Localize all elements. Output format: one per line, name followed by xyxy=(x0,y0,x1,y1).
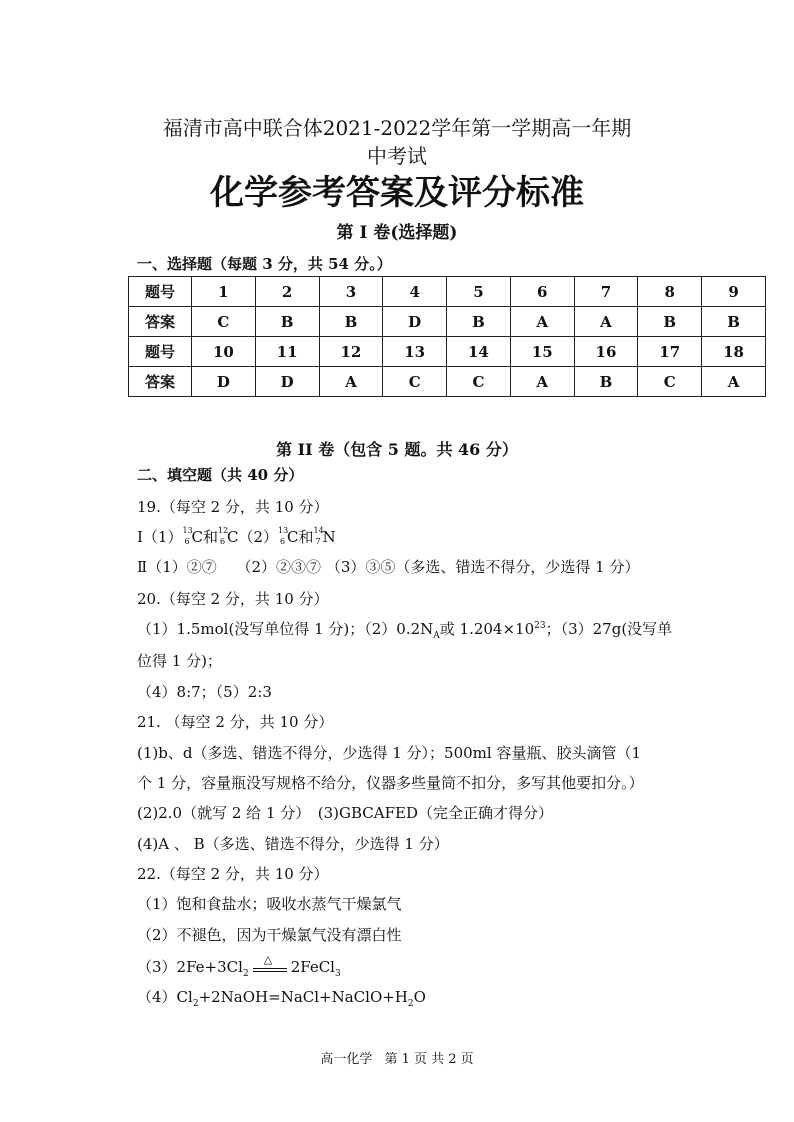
q20-line2: 位得 1 分)； xyxy=(137,652,222,670)
row-label-cell: 题号 xyxy=(129,277,192,307)
table-cell: 4 xyxy=(383,277,447,307)
table-cell: B xyxy=(702,307,766,337)
table-row xyxy=(129,367,766,397)
isotope-c12: 12 6 xyxy=(217,526,229,546)
table-cell: 1 xyxy=(192,277,256,307)
choice-part-title: 一、选择题（每题 3 分，共 54 分。） xyxy=(137,255,392,273)
fill-part-title: 二、填空题（共 40 分） xyxy=(137,466,304,484)
q22-line1: （1）饱和食盐水；吸收水蒸气干燥氯气 xyxy=(137,895,402,913)
table-cell: B xyxy=(255,307,319,337)
q21-line2: 个 1 分，容量瓶没写规格不给分，仪器多些量筒不扣分，多写其他要扣分。） xyxy=(137,774,644,792)
table-cell: B xyxy=(319,307,383,337)
table-row xyxy=(129,277,766,307)
q19-i-prefix: Ⅰ（1） xyxy=(137,528,183,546)
table-cell: C xyxy=(192,307,256,337)
isotope-c13: 13 6 xyxy=(182,526,193,546)
table-cell: C xyxy=(383,367,447,397)
table-cell: 8 xyxy=(638,277,702,307)
q21-line1: (1)b、d（多选、错选不得分，少选得 1 分）；500ml 容量瓶、胶头滴管（1 xyxy=(137,744,641,762)
main-title: 化学参考答案及评分标准 xyxy=(210,173,584,213)
q19-part-ii: Ⅱ（1）②⑦ （2）②③⑦ （3）③⑤（多选、错选不得分，少选得 1 分） xyxy=(137,558,640,576)
table-cell: 11 xyxy=(255,337,319,367)
q19-part-i: Ⅰ（1） 13 6 C和 12 6 C（2） 13 6 C和 14 7 N xyxy=(137,526,336,546)
table-cell: B xyxy=(574,367,638,397)
q22-line2: （2）不褪色，因为干燥氯气没有漂白性 xyxy=(137,926,402,944)
footer-subject: 高一化学 xyxy=(320,1052,373,1067)
table-cell: 17 xyxy=(638,337,702,367)
table-cell: 3 xyxy=(319,277,383,307)
table-cell: 13 xyxy=(383,337,447,367)
table-cell: B xyxy=(447,307,511,337)
q22-heading: 22.（每空 2 分，共 10 分） xyxy=(137,865,329,883)
table-cell: 10 xyxy=(192,337,256,367)
q20-line3: （4）8:7；（5）2:3 xyxy=(137,683,272,701)
table-cell: A xyxy=(574,307,638,337)
row-label-cell: 答案 xyxy=(129,307,192,337)
isotope-c13-b: 13 6 xyxy=(278,526,289,546)
table-cell: D xyxy=(383,307,447,337)
exam-title-line2: 中考试 xyxy=(367,144,427,168)
q22-line4: $(4)Cl_2+2NaOH=NaCl+NaClO+H_2O$ xyxy=(137,988,426,1009)
table-cell: D xyxy=(192,367,256,397)
row-label-cell: 答案 xyxy=(129,367,192,397)
table-cell: 7 xyxy=(574,277,638,307)
table-row xyxy=(129,337,766,367)
page-footer xyxy=(0,1050,794,1070)
table-cell: 16 xyxy=(574,337,638,367)
table-cell: 18 xyxy=(702,337,766,367)
q21-line3: (2)2.0（就写 2 给 1 分） (3)GBCAFED（完全正确才得分） xyxy=(137,804,553,822)
table-cell: A xyxy=(702,367,766,397)
q20-heading: 20.（每空 2 分，共 10 分） xyxy=(137,590,329,608)
heating-equals-sign: △ xyxy=(253,960,287,974)
table-cell: A xyxy=(319,367,383,397)
table-cell: C xyxy=(447,367,511,397)
q19-heading: 19.（每空 2 分，共 10 分） xyxy=(137,498,329,516)
table-cell: C xyxy=(638,367,702,397)
choice-answer-table xyxy=(128,276,766,397)
section1-title: 第 I 卷(选择题) xyxy=(336,223,458,243)
table-row xyxy=(129,307,766,337)
exam-title-line1: 福清市高中联合体2021-2022学年第一学期高一年期 xyxy=(162,116,632,140)
table-cell: 9 xyxy=(702,277,766,307)
isotope-n14: 14 7 xyxy=(313,526,324,546)
table-cell: 14 xyxy=(447,337,511,367)
q20-line1: （1）1.5mol(没写单位得 1 分)；$(2)0.2N_A$或 $1.204\times 10^{23}$；（3）27g(没写单 xyxy=(137,620,673,641)
footer-page-number: 第 1 页 共 2 页 xyxy=(384,1052,474,1067)
table-cell: A xyxy=(510,367,574,397)
table-cell: 2 xyxy=(255,277,319,307)
section2-title: 第 II 卷（包含 5 题。共 46 分） xyxy=(276,440,518,459)
table-cell: D xyxy=(255,367,319,397)
q22-line3: $(3)2Fe+3Cl_2$ △ 2FeCl$_3$ xyxy=(137,953,341,979)
table-cell: B xyxy=(638,307,702,337)
table-cell: 12 xyxy=(319,337,383,367)
q21-line4: (4)A 、 B（多选、错选不得分，少选得 1 分） xyxy=(137,835,449,853)
table-cell: 15 xyxy=(510,337,574,367)
q21-heading: 21. （每空 2 分，共 10 分） xyxy=(137,713,334,731)
table-cell: 6 xyxy=(510,277,574,307)
table-cell: 5 xyxy=(447,277,511,307)
row-label-cell: 题号 xyxy=(129,337,192,367)
table-cell: A xyxy=(510,307,574,337)
